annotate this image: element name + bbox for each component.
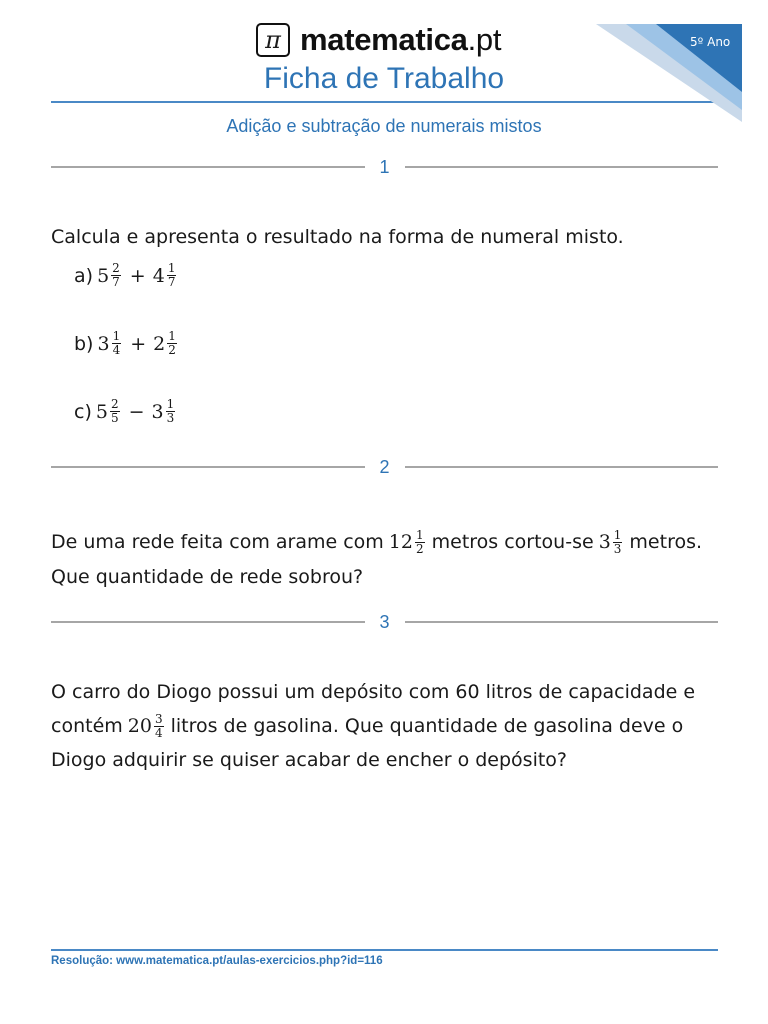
section-divider-3 — [51, 611, 718, 633]
grade-badge: 5º Ano — [690, 35, 731, 49]
exercise-1c — [74, 398, 177, 425]
section-number: 1 — [379, 156, 390, 177]
corner-ribbon — [596, 0, 768, 122]
resolution-link[interactable]: Resolução: www.matematica.pt/aulas-exercicios.php?id=116 — [51, 955, 383, 967]
section-number: 3 — [379, 611, 390, 632]
exercise-1-instruction: Calcula e apresenta o resultado na forma de numeral misto. — [51, 226, 624, 248]
mixed-expression: 5 $\frac{2}{5}$ − 3 $\frac{1}{3}$ — [95, 397, 175, 425]
section-number: 2 — [379, 456, 390, 477]
mixed-expression: 5 $\frac{2}{7}$ + 4 $\frac{1}{7}$ — [97, 261, 176, 289]
exercise-2-line-1: De uma rede feita com arame com 12 $\frac{1}{2}$ metros cortou-se 3 $\frac{1}{3}$ metros. — [51, 525, 702, 559]
section-divider-2 — [51, 456, 718, 478]
exercise-2-line-2: Que quantidade de rede sobrou? — [51, 566, 364, 588]
mixed-number: 12 $\frac{1}{2}$ — [388, 527, 424, 556]
item-label: b) — [74, 332, 94, 355]
mixed-number: 3 $\frac{1}{3}$ — [598, 527, 622, 556]
exercise-3-line-1: O carro do Diogo possui um depósito com 60 litros de capacidade e — [51, 681, 696, 703]
exercise-1b — [74, 330, 179, 357]
exercise-1a — [74, 262, 178, 289]
footer-divider — [51, 949, 718, 951]
mixed-number: 20 $\frac{3}{4}$ — [127, 711, 163, 740]
document-subtitle: Adição e subtração de numerais mistos — [226, 116, 542, 136]
item-label: a) — [74, 264, 94, 287]
section-divider-1 — [51, 156, 718, 178]
exercise-3-line-3: Diogo adquirir se quiser acabar de encher o depósito? — [51, 749, 568, 771]
brand-name: matematica.pt — [300, 22, 502, 57]
item-label: c) — [74, 400, 92, 423]
brand-logo — [256, 22, 501, 58]
document-title: Ficha de Trabalho — [263, 62, 505, 95]
pi-logo-icon: π — [256, 23, 290, 57]
exercise-3-line-2: contém 20 $\frac{3}{4}$ litros de gasolina. Que quantidade de gasolina deve o — [51, 709, 683, 743]
mixed-expression: 3 $\frac{1}{4}$ + 2 $\frac{1}{2}$ — [97, 329, 176, 357]
